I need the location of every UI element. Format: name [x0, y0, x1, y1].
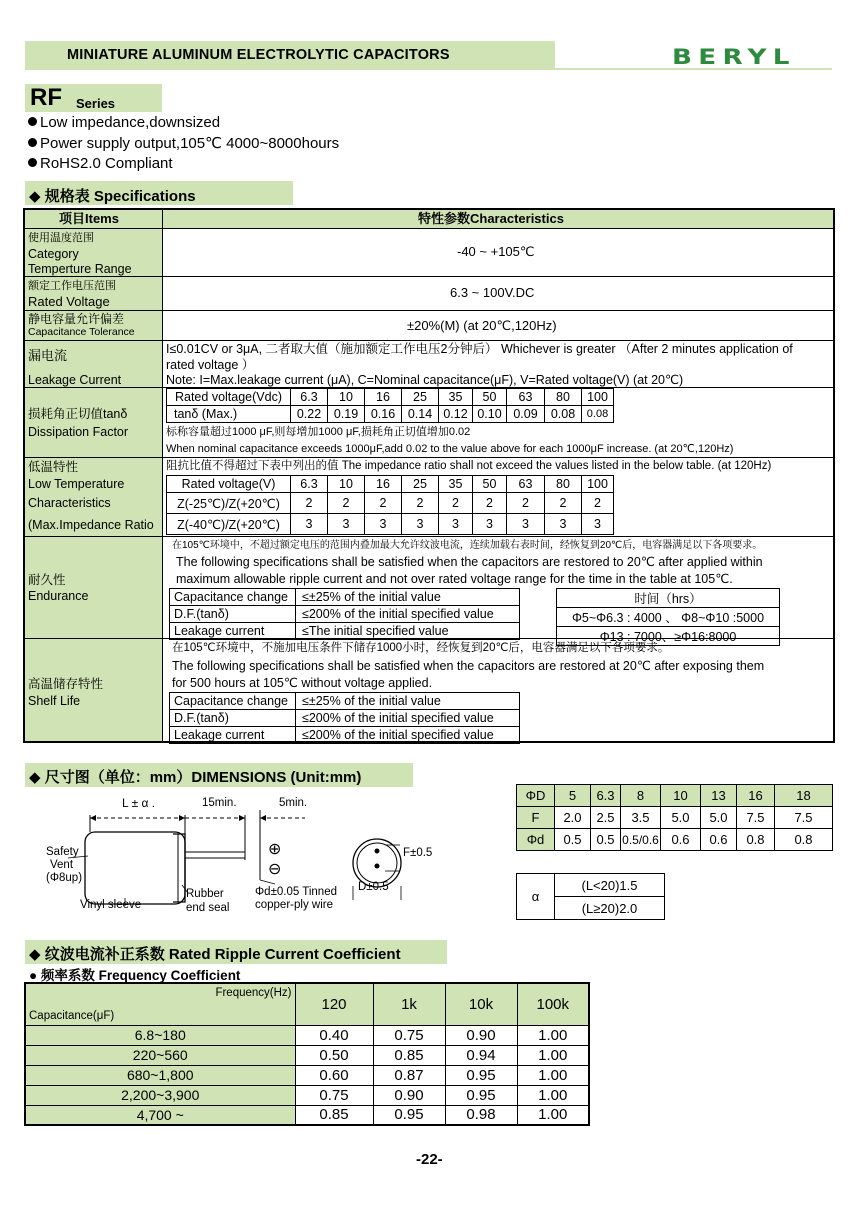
lt-z25-value: 2 — [291, 493, 328, 514]
df-value: 0.19 — [328, 406, 365, 423]
df-voltage: 50 — [473, 389, 507, 406]
time-row: Φ13 : 7000、≥Φ16:8000 — [557, 627, 780, 646]
lt-z40-value: 3 — [507, 514, 545, 535]
df-voltage: 16 — [365, 389, 402, 406]
dim-cell: 0.8 — [737, 829, 775, 851]
ripple-value: 0.40 — [295, 1025, 373, 1045]
ripple-value: 0.95 — [445, 1085, 517, 1105]
endurance-criteria: ≤200% of the initial specified value — [296, 606, 520, 623]
d-dimension-label: D±0.5 — [358, 881, 389, 893]
ripple-value: 0.85 — [373, 1045, 445, 1065]
df-note-cn: 标称容量超过1000 μF,则每增加1000 μF,损耗角正切值增加0.02 — [166, 426, 471, 438]
leakage-line3: Note: I=Max.leakage current (μA), C=Nominal capacitance(μF), V=Rated voltage(V) (at 20℃) — [166, 373, 684, 387]
minus-icon: ⊖ — [268, 861, 282, 878]
df-voltage: 6.3 — [291, 389, 328, 406]
shelf-line-cn: 在105℃环境中，不施加电压条件下储存1000小时，经恢复到20℃后，电容器满足以下各项要求。 — [172, 642, 670, 654]
tolerance-label-cn: 静电容量允许偏差 — [28, 312, 125, 326]
wire-label: Φd±0.05 Tinned copper-ply wire — [255, 886, 337, 911]
df-note-en: When nominal capacitance exceeds 1000μF,add 0.02 to the value above for each 1000μF increase. (at 20℃,120Hz) — [166, 443, 734, 455]
lt-z40-value: 3 — [545, 514, 582, 535]
df-voltage: 80 — [545, 389, 582, 406]
spec-table — [23, 208, 835, 743]
safety-vent-label: Safety Vent (Φ8up) — [46, 846, 83, 884]
df-value: 0.09 — [507, 406, 545, 423]
shelf-criteria: ≤±25% of the initial value — [296, 693, 520, 710]
dim-cell: 10 — [661, 785, 701, 807]
tolerance-label-en: Capacitance Tolerance — [28, 326, 135, 338]
shelf-label-en: Shelf Life — [28, 694, 81, 708]
dim-cell: 0.6 — [661, 829, 701, 851]
dim-cell: 7.5 — [737, 807, 775, 829]
vinyl-sleeve-label: Vinyl sleeve — [80, 899, 142, 911]
dim-cell: 8 — [621, 785, 661, 807]
voltage-label-en: Rated Voltage — [28, 294, 110, 309]
lt-voltage: 16 — [365, 476, 402, 493]
leakage-label-cn: 漏电流 — [28, 348, 68, 363]
lt-z40-value: 3 — [439, 514, 473, 535]
lt-z25-value: 2 — [402, 493, 439, 514]
lt-z40-value: 3 — [328, 514, 365, 535]
capacitor-body — [85, 832, 185, 904]
ripple-value: 1.00 — [517, 1085, 589, 1105]
df-tan-label: tanδ (Max.) — [167, 406, 291, 423]
dim-row-header: ΦD — [517, 785, 555, 807]
ripple-freq-header: 100k — [517, 983, 589, 1025]
endurance-criteria: ≤The initial specified value — [296, 623, 520, 640]
dim-cell: 5 — [555, 785, 591, 807]
shelf-line1: The following specifications shall be satisfied when the capacitors are restored at 20℃ after exposing them — [172, 659, 765, 673]
df-voltage: 35 — [439, 389, 473, 406]
ripple-cap-range: 6.8~180 — [25, 1025, 295, 1045]
dim-length-label: L ± α . — [122, 796, 156, 810]
leakage-line2: rated voltage ） — [166, 358, 255, 372]
shelf-table — [169, 692, 520, 744]
df-value: 0.14 — [402, 406, 439, 423]
dim-cell: 0.5 — [555, 829, 591, 851]
lt-label-en2: Characteristics — [28, 496, 111, 510]
ripple-cap-range: 220~560 — [25, 1045, 295, 1065]
df-value: 0.10 — [473, 406, 507, 423]
lt-voltage: 6.3 — [291, 476, 328, 493]
ripple-value: 1.00 — [517, 1105, 589, 1125]
shelf-item: Leakage current — [170, 727, 296, 744]
ripple-value: 0.94 — [445, 1045, 517, 1065]
bullet-icon — [28, 138, 37, 147]
lt-z40-value: 3 — [582, 514, 614, 535]
lt-voltage-label: Rated voltage(V) — [167, 476, 291, 493]
ripple-table — [24, 982, 590, 1126]
ripple-section-title: ◆ 纹波电流补正系数 Rated Ripple Current Coefficient — [29, 946, 401, 963]
dim-cell: 7.5 — [775, 807, 833, 829]
lt-intro: 阻抗比值不得超过下表中列出的值 The impedance ratio shall not exceed the values listed in the below table. (at 120Hz) — [166, 460, 772, 472]
dim-cell: 13 — [701, 785, 737, 807]
lt-label-cn: 低温特性 — [28, 460, 79, 474]
brand-logo: BERYL — [672, 45, 796, 69]
time-row: Φ5~Φ6.3 : 4000 、 Φ8~Φ10 :5000 — [557, 608, 780, 627]
dim-cell: 5.0 — [661, 807, 701, 829]
ripple-value: 0.75 — [295, 1085, 373, 1105]
dim-row-header: F — [517, 807, 555, 829]
lt-label-en1: Low Temperature — [28, 477, 125, 491]
lt-voltage: 100 — [582, 476, 614, 493]
df-label-cn: 损耗角正切值tanδ — [28, 407, 128, 421]
shelf-criteria: ≤200% of the initial specified value — [296, 710, 520, 727]
dim-section-title: ◆ 尺寸图（单位：mm）DIMENSIONS (Unit:mm) — [29, 769, 362, 786]
lt-label-en3: (Max.Impedance Ratio — [28, 518, 154, 532]
ripple-value: 0.87 — [373, 1065, 445, 1085]
page-number: -22- — [416, 1151, 443, 1168]
shelf-criteria: ≤200% of the initial specified value — [296, 727, 520, 744]
endurance-line-cn: 在105℃环境中，不超过额定电压的范围内叠加最大允许纹波电流，连续加载右表时间，经恢复到20℃后，电容器满足以下各项要求。 — [172, 540, 763, 551]
lt-voltage: 35 — [439, 476, 473, 493]
ripple-corner-header: Frequency(Hz) Capacitance(μF) — [25, 983, 295, 1025]
df-voltage: 10 — [328, 389, 365, 406]
leakage-line1: I≤0.01CV or 3μA, 二者取大值（施加额定工作电压2分钟后） Whichever is greater （After 2 minutes application of — [166, 342, 793, 356]
df-label-en: Dissipation Factor — [28, 425, 129, 439]
dim-cell: 6.3 — [591, 785, 621, 807]
ripple-value: 0.98 — [445, 1105, 517, 1125]
ripple-value: 1.00 — [517, 1065, 589, 1085]
dim-cell: 0.5 — [591, 829, 621, 851]
rubber-seal-label: Rubber end seal — [186, 888, 230, 914]
dim-cell: 0.8 — [775, 829, 833, 851]
dimension-table — [516, 784, 833, 851]
dim-cell: 2.0 — [555, 807, 591, 829]
ripple-value: 0.50 — [295, 1045, 373, 1065]
alpha-value: (L≥20)2.0 — [555, 897, 665, 920]
dim-cell: 0.5/0.6 — [621, 829, 661, 851]
plus-icon: ⊕ — [268, 841, 282, 858]
temp-label-cn: 使用温度范围 — [28, 232, 94, 244]
temp-value: -40 ~ +105℃ — [457, 244, 535, 259]
bullet-icon — [28, 158, 37, 167]
ripple-value: 0.90 — [373, 1085, 445, 1105]
lt-z25-value: 2 — [365, 493, 402, 514]
capacitor-top-view — [353, 839, 401, 887]
leakage-label-en: Leakage Current — [28, 373, 122, 387]
ripple-value: 0.75 — [373, 1025, 445, 1045]
lt-z25-value: 2 — [473, 493, 507, 514]
lt-table — [166, 475, 614, 535]
col-items-header: 项目Items — [59, 211, 119, 226]
endurance-item: Leakage current — [170, 623, 296, 640]
shelf-label-cn: 高温储存特性 — [28, 677, 104, 691]
lt-z40-value: 3 — [402, 514, 439, 535]
shelf-line2: for 500 hours at 105℃ without voltage applied. — [172, 676, 433, 690]
lt-z40-label: Z(-40℃)/Z(+20℃) — [167, 514, 291, 535]
endurance-criteria: ≤±25% of the initial value — [296, 589, 520, 606]
feature-item: Power supply output,105℃ 4000~8000hours — [28, 134, 339, 152]
feature-item: RoHS2.0 Compliant — [28, 155, 173, 172]
df-value: 0.08 — [582, 406, 614, 423]
endurance-item: Capacitance change — [170, 589, 296, 606]
dim-5min-label: 5min. — [279, 797, 308, 809]
time-header: 时间（hrs） — [557, 589, 780, 608]
endurance-table — [169, 588, 520, 640]
voltage-label-cn: 额定工作电压范围 — [28, 280, 116, 292]
series-word: Series — [76, 96, 116, 111]
ripple-cap-range: 4,700 ~ — [25, 1105, 295, 1125]
ripple-value: 0.85 — [295, 1105, 373, 1125]
ripple-value: 0.90 — [445, 1025, 517, 1045]
df-voltage: 25 — [402, 389, 439, 406]
endurance-label-cn: 耐久性 — [28, 573, 66, 587]
lt-voltage: 80 — [545, 476, 582, 493]
dim-cell: 0.6 — [701, 829, 737, 851]
frequency-coefficient-subtitle: ● 频率系数 Frequency Coefficient — [29, 968, 241, 983]
df-table — [166, 388, 614, 423]
voltage-value: 6.3 ~ 100V.DC — [450, 285, 535, 300]
df-value: 0.12 — [439, 406, 473, 423]
endurance-label-en: Endurance — [28, 589, 89, 603]
ripple-value: 1.00 — [517, 1025, 589, 1045]
lt-z25-value: 2 — [507, 493, 545, 514]
ripple-cap-range: 2,200~3,900 — [25, 1085, 295, 1105]
lt-voltage: 63 — [507, 476, 545, 493]
lt-z40-value: 3 — [365, 514, 402, 535]
ripple-value: 0.60 — [295, 1065, 373, 1085]
df-voltage: 63 — [507, 389, 545, 406]
temp-label-en1: Category — [28, 247, 79, 261]
ripple-value: 0.95 — [445, 1065, 517, 1085]
spec-section-title: ◆ 规格表 Specifications — [29, 188, 196, 205]
lt-z25-value: 2 — [328, 493, 365, 514]
lt-z25-value: 2 — [582, 493, 614, 514]
alpha-value: (L<20)1.5 — [555, 874, 665, 897]
feature-item: Low impedance,downsized — [28, 114, 220, 131]
f-dimension-label: F±0.5 — [403, 847, 433, 859]
ripple-value: 1.00 — [517, 1045, 589, 1065]
shelf-item: Capacitance change — [170, 693, 296, 710]
dim-cell: 3.5 — [621, 807, 661, 829]
df-value: 0.22 — [291, 406, 328, 423]
col-characteristics-header: 特性参数Characteristics — [418, 211, 564, 226]
lt-voltage: 10 — [328, 476, 365, 493]
shelf-item: D.F.(tanδ) — [170, 710, 296, 727]
ripple-cap-range: 680~1,800 — [25, 1065, 295, 1085]
df-voltage: 100 — [582, 389, 614, 406]
ripple-freq-header: 120 — [295, 983, 373, 1025]
endurance-line2: maximum allowable ripple current and not over rated voltage range for the time in the table at 105℃. — [176, 572, 733, 586]
lt-z25-value: 2 — [545, 493, 582, 514]
dim-cell: 18 — [775, 785, 833, 807]
alpha-table — [516, 873, 665, 920]
dim-row-header: Φd — [517, 829, 555, 851]
lt-z25-value: 2 — [439, 493, 473, 514]
lt-z25-label: Z(-25℃)/Z(+20℃) — [167, 493, 291, 514]
df-value: 0.08 — [545, 406, 582, 423]
ripple-freq-header: 10k — [445, 983, 517, 1025]
temp-label-en2: Temperture Range — [28, 262, 132, 276]
dim-cell: 2.5 — [591, 807, 621, 829]
bullet-icon — [28, 117, 37, 126]
endurance-line1: The following specifications shall be satisfied when the capacitors are restored to 20℃ after applied within — [176, 555, 763, 569]
ripple-value: 0.95 — [373, 1105, 445, 1125]
dim-15min-label: 15min. — [202, 797, 237, 809]
tolerance-value: ±20%(M) (at 20℃,120Hz) — [407, 318, 557, 333]
lt-voltage: 50 — [473, 476, 507, 493]
df-value: 0.16 — [365, 406, 402, 423]
endurance-item: D.F.(tanδ) — [170, 606, 296, 623]
lt-z40-value: 3 — [473, 514, 507, 535]
lt-z40-value: 3 — [291, 514, 328, 535]
alpha-symbol: α — [517, 874, 555, 920]
endurance-time-table — [556, 588, 780, 646]
ripple-freq-header: 1k — [373, 983, 445, 1025]
dim-cell: 16 — [737, 785, 775, 807]
df-voltage-label: Rated voltage(Vdc) — [167, 389, 291, 406]
lt-voltage: 25 — [402, 476, 439, 493]
page-title: MINIATURE ALUMINUM ELECTROLYTIC CAPACITORS — [67, 47, 450, 63]
dim-cell: 5.0 — [701, 807, 737, 829]
series-code: RF — [30, 84, 62, 111]
